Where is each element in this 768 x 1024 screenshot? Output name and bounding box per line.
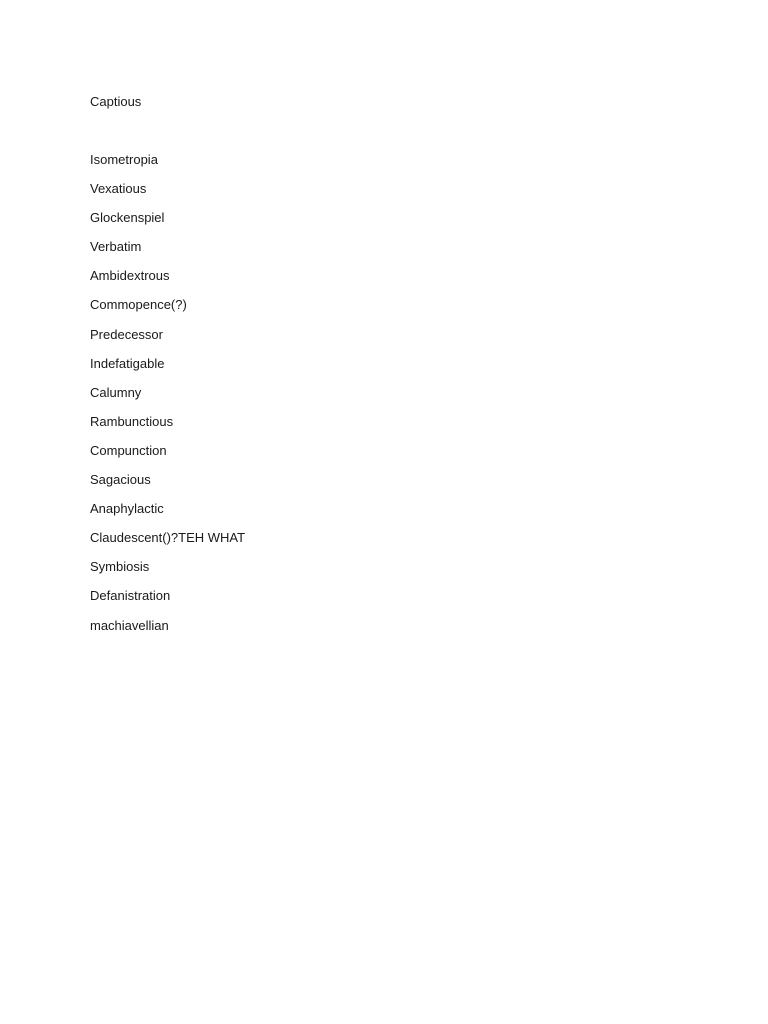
word-list bbox=[90, 151, 245, 646]
list-item: Isometropia bbox=[90, 152, 158, 167]
list-item: Vexatious bbox=[90, 181, 147, 197]
list-item: Verbatim bbox=[90, 239, 142, 255]
list-item: Defanistration bbox=[90, 588, 171, 604]
list-item: Ambidextrous bbox=[90, 268, 170, 284]
list-item: Calumny bbox=[90, 384, 142, 400]
list-item: machiavellian bbox=[90, 617, 169, 633]
list-item: Sagacious bbox=[90, 472, 151, 488]
first-line-text: Captious bbox=[90, 94, 142, 109]
list-item: Rambunctious bbox=[90, 413, 174, 429]
list-item: Predecessor bbox=[90, 326, 163, 342]
list-item: Indefatigable bbox=[90, 355, 165, 371]
list-item: Symbiosis bbox=[90, 559, 150, 575]
list-item: Compunction bbox=[90, 442, 167, 458]
list-item: Claudescent()?TEH WHAT bbox=[90, 530, 246, 546]
list-item: Commopence(?) bbox=[90, 297, 187, 313]
document-body bbox=[90, 93, 690, 633]
list-item: Anaphylactic bbox=[90, 501, 164, 517]
list-item: Glockenspiel bbox=[90, 210, 165, 226]
